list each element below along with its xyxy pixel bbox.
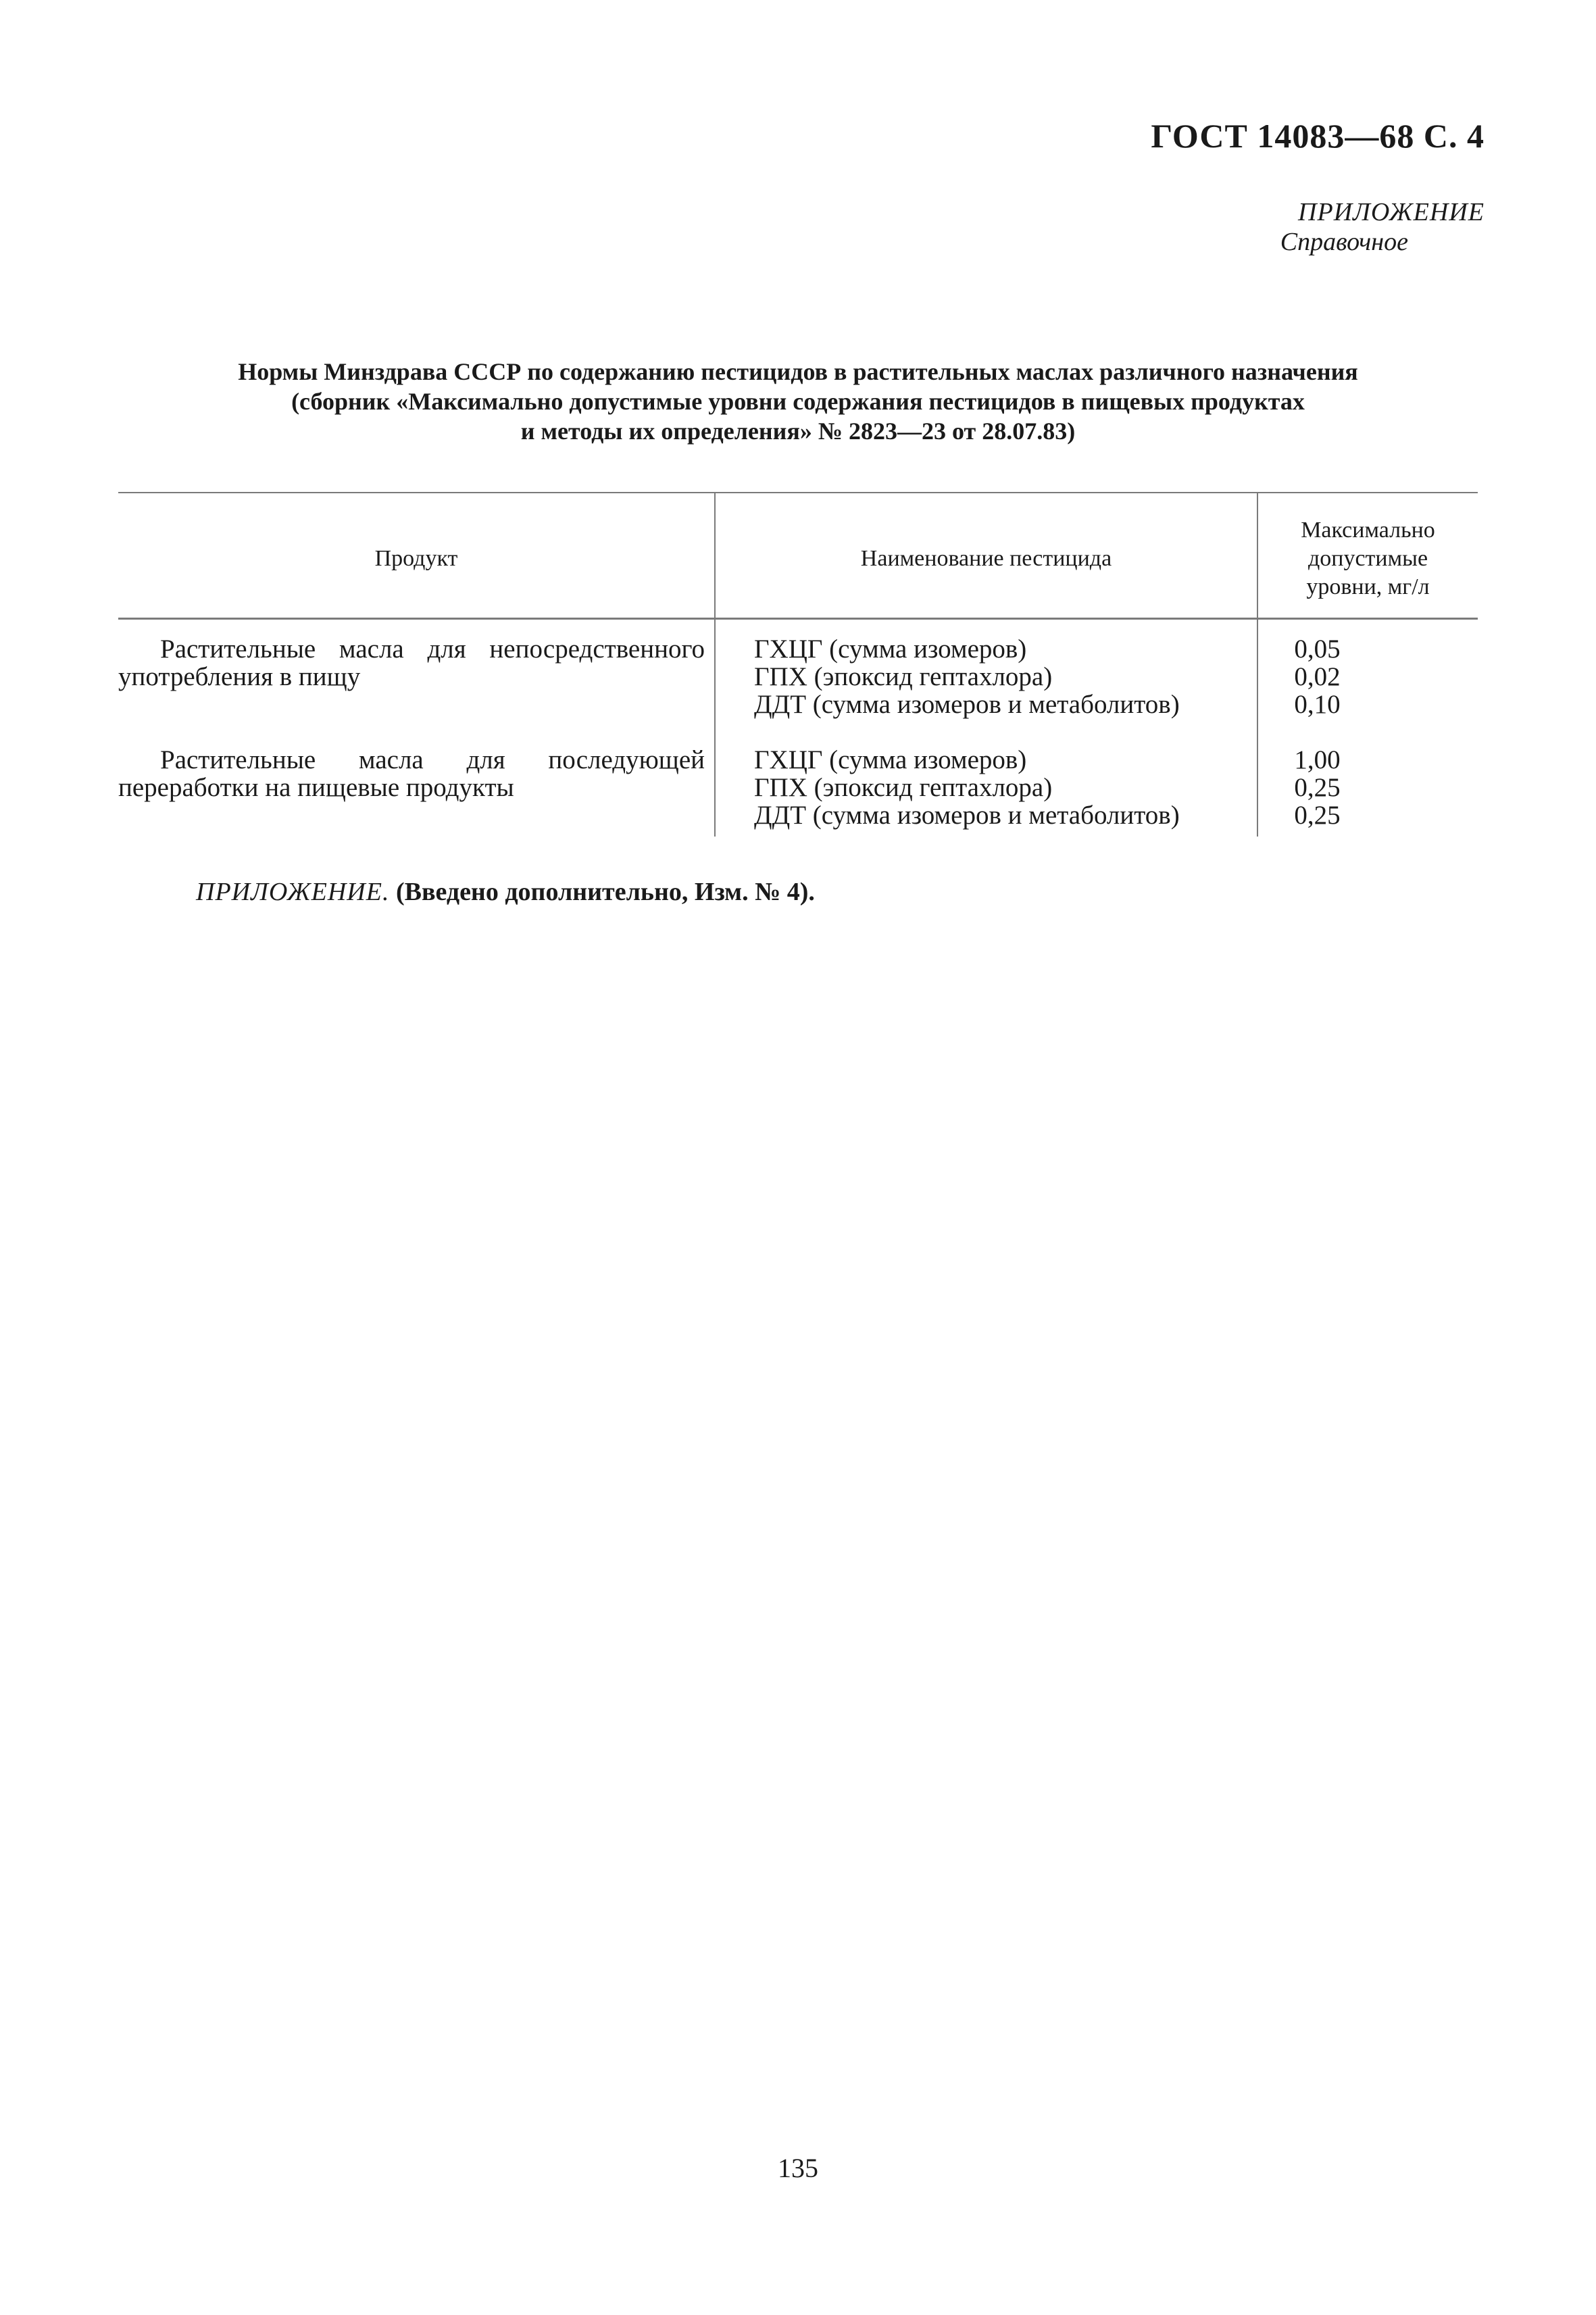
product-line: употребления в пищу [118,662,361,691]
product-cell [118,635,705,691]
header-pesticide: Наименование пестицида [860,546,1112,571]
max-level-value: 0,10 [1294,690,1341,719]
document-title [118,357,1478,446]
max-level-value: 0,25 [1294,773,1341,802]
page-number: 135 [778,2153,818,2183]
table-top-rule [118,492,1478,493]
value-list [1258,635,1376,718]
appendix-type: Справочное [1280,228,1408,256]
pesticide-name: ДДТ (сумма изомеров и метаболитов) [754,801,1180,830]
pesticide-name: ГХЦГ (сумма изомеров) [754,634,1027,664]
header-max-levels [1258,516,1478,601]
header-line: уровни, мг/л [1306,574,1430,599]
pesticide-name: ГПХ (эпоксид гептахлора) [754,773,1053,802]
max-level-value: 0,02 [1294,662,1341,691]
max-level-value: 1,00 [1294,745,1341,774]
product-cell [118,746,705,801]
title-line: Нормы Минздрава СССР по содержанию пестицидов в растительных маслах различного назначения [238,358,1358,385]
pesticide-list [754,635,1180,718]
pesticide-name: ГХЦГ (сумма изомеров) [754,745,1027,774]
document-code: ГОСТ 14083—68 С. 4 [1151,117,1485,155]
title-line: (сборник «Максимально допустимые уровни содержания пестицидов в пищевых продуктах [291,388,1305,415]
title-line: и методы их определения» № 2823—23 от 28.07.83) [520,418,1076,445]
table-column-divider [714,492,716,837]
product-line: Растительные масла для непосредственного [160,634,705,664]
pesticide-list [754,746,1180,829]
note-amendment: (Введено дополнительно, Изм. № 4). [395,878,815,906]
product-line: переработки на пищевые продукты [118,773,514,802]
appendix-label: ПРИЛОЖЕНИЕ [1298,198,1485,226]
header-product: Продукт [374,546,458,571]
pesticide-name: ГПХ (эпоксид гептахлора) [754,662,1053,691]
header-line: Максимально [1301,518,1435,543]
pesticide-name: ДДТ (сумма изомеров и метаболитов) [754,690,1180,719]
table-header-rule [118,618,1478,620]
note-appendix-label: ПРИЛОЖЕНИЕ. [196,878,390,906]
max-level-value: 0,25 [1294,801,1341,830]
value-list [1258,746,1376,829]
max-level-value: 0,05 [1294,634,1341,664]
header-line: допустимые [1307,546,1428,571]
amendment-note [196,877,815,907]
product-line: Растительные масла для последующей [160,745,705,774]
